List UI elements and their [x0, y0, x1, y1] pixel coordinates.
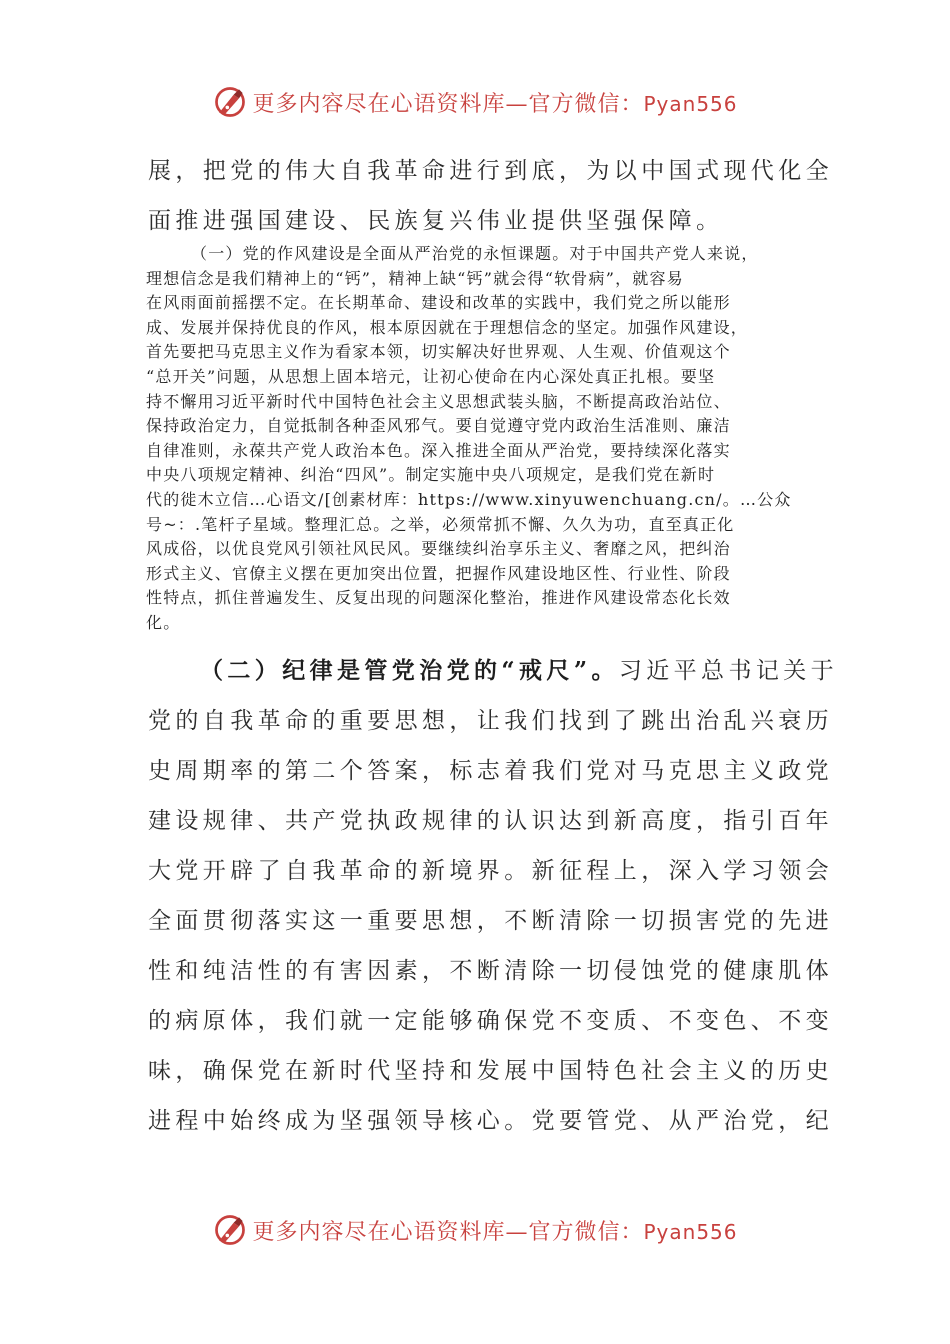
text-line: “总开关”问题，从思想上固本培元，让初心使命在内心深处真正扎根。要坚	[146, 366, 716, 386]
text-line: 成、发展并保持优良的作风，根本原因就在于理想信念的坚定。加强作风建设，	[146, 317, 749, 337]
text-line: 代的徙木立信…心语文/[创素材库：https://www.xinyuwenchuang.cn/。…公众	[146, 489, 792, 509]
text-line: 号~：.笔杆子星域。整理汇总。之举，必须常抓不懈、久久为功，直至真正化	[146, 514, 735, 534]
text-line: 党的自我革命的重要思想，让我们找到了跳出治乱兴衰历	[148, 708, 833, 734]
text-line: （一）党的作风建设是全面从严治党的永恒课题。对于中国共产党人来说，	[191, 244, 759, 263]
top-paragraph	[148, 146, 833, 246]
text-line: 进程中始终成为坚强领导核心。党要管党、从严治党，纪	[148, 1108, 833, 1134]
text-line: 的病原体，我们就一定能够确保党不变质、不变色、不变	[148, 1008, 833, 1034]
text-line: 自律准则，永葆共产党人政治本色。深入推进全面从严治党，要持续深化落实	[146, 440, 731, 460]
watermark-wechat-id: Pyan556	[643, 1219, 738, 1244]
text-line: 持不懈用习近平新时代中国特色社会主义思想武装头脑，不断提高政治站位、	[146, 391, 731, 411]
watermark-wechat-id: Pyan556	[643, 91, 738, 116]
text-line: 风成俗，以优良党风引领社风民风。要继续纠治享乐主义、奢靡之风，把纠治	[146, 539, 731, 559]
section-2-heading: （二）纪律是管党治党的“戒尺”。	[200, 657, 619, 684]
text-line: 首先要把马克思主义作为看家本领，切实解决好世界观、人生观、价值观这个	[146, 342, 731, 362]
text-line: 在风雨面前摇摆不定。在长期革命、建设和改革的实践中，我们党之所以能形	[146, 293, 731, 313]
text-line: 味，确保党在新时代坚持和发展中国特色社会主义的历史	[148, 1058, 833, 1084]
text-line: 面推进强国建设、民族复兴伟业提供坚强保障。	[148, 208, 724, 234]
inserted-paragraph	[146, 242, 810, 636]
pen-nib-logo-icon	[212, 1212, 248, 1248]
pen-nib-logo-icon	[212, 84, 248, 120]
watermark-text: 更多内容尽在心语资料库—官方微信：	[252, 91, 644, 117]
text-line: 展，把党的伟大自我革命进行到底，为以中国式现代化全	[148, 158, 833, 184]
text-line: 保持政治定力，自觉抵制各种歪风邪气。要自觉遵守党内政治生活准则、廉洁	[146, 416, 731, 436]
text-line: 理想信念是我们精神上的“钙”，精神上缺“钙”就会得“软骨病”，就容易	[146, 268, 684, 288]
section-2-paragraph	[148, 646, 839, 1146]
section-2-first-line	[148, 646, 839, 696]
text-line: 史周期率的第二个答案，标志着我们党对马克思主义政党	[148, 758, 833, 784]
text-line: 建设规律、共产党执政规律的认识达到新高度，指引百年	[148, 808, 833, 834]
text-line: 中央八项规定精神、纠治“四风”。制定实施中央八项规定，是我们党在新时	[146, 465, 716, 485]
text-line: 性和纯洁性的有害因素，不断清除一切侵蚀党的健康肌体	[148, 958, 833, 984]
watermark-text: 更多内容尽在心语资料库—官方微信：	[252, 1219, 644, 1245]
text-line: 大党开辟了自我革命的新境界。新征程上，深入学习领会	[148, 858, 833, 884]
text-line: 习近平总书记关于	[618, 658, 839, 684]
text-line: 性特点，抓住普遍发生、反复出现的问题深化整治，推进作风建设常态化长效	[146, 588, 731, 608]
text-line: 全面贯彻落实这一重要思想，不断清除一切损害党的先进	[148, 908, 833, 934]
text-line: 化。	[146, 612, 181, 632]
watermark-footer	[0, 1210, 950, 1250]
watermark-header	[0, 82, 950, 122]
text-line: 形式主义、官僚主义摆在更加突出位置，把握作风建设地区性、行业性、阶段	[146, 563, 731, 583]
